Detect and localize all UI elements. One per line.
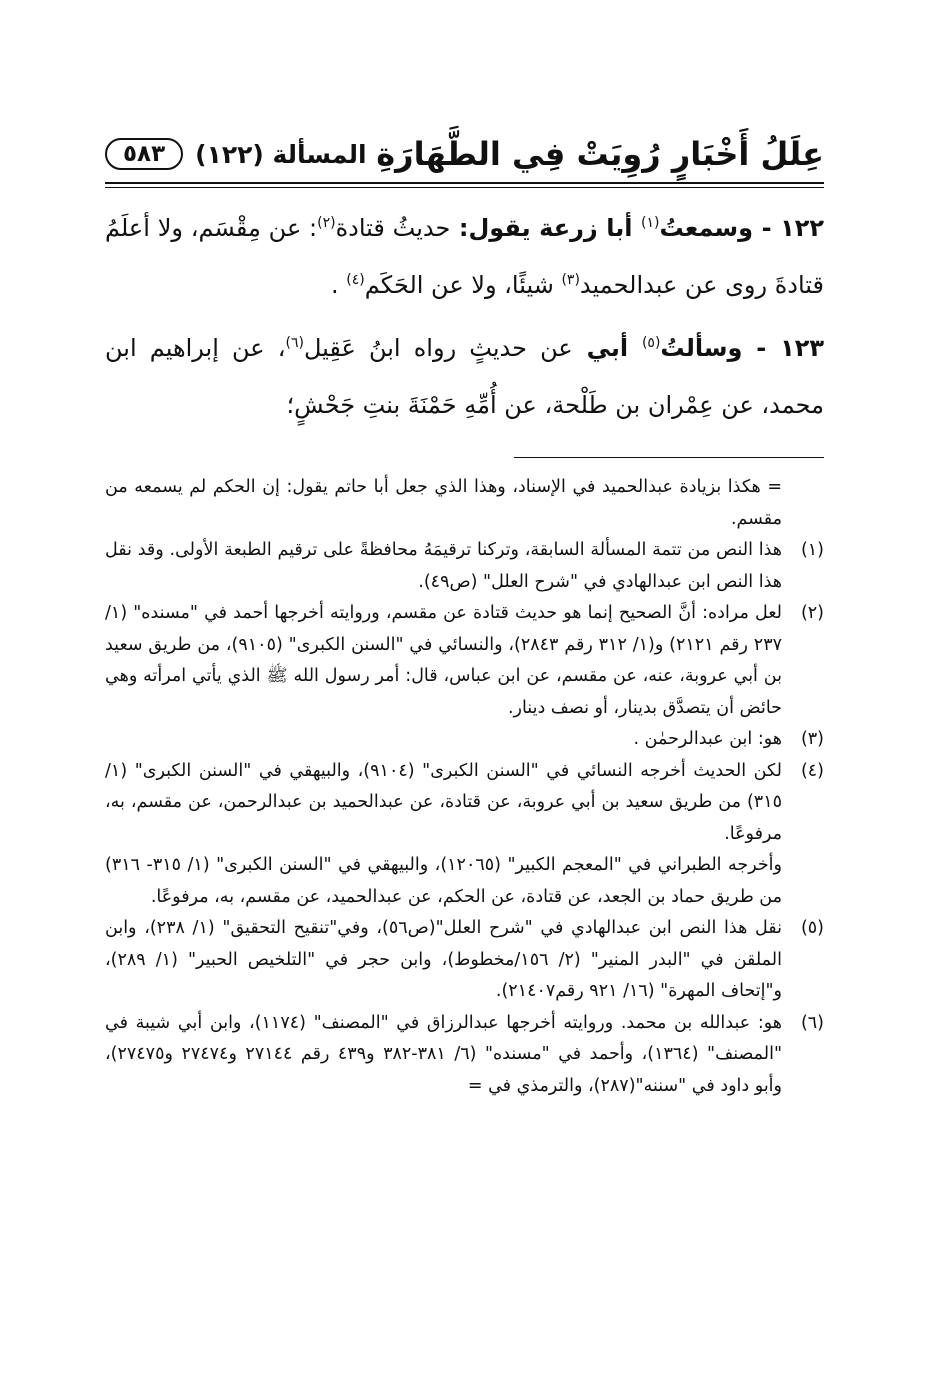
- footnote-text: لعل مراده: أنَّ الصحيح إنما هو حديث قتادة عن مقسم، وروايته أخرجها أحمد في "مسنده" (١/ ٢٣٧ رقم ٢١٢١) و(١/ ٣١٢ رقم ٢٨٤٣)، والنسائي في "السنن الكبرى" (٩١٠٥)، من طريق سعيد بن أبي عروبة، عنه، عن مقسم، عن ابن عباس، قال: أمر رسول الله ﷺ الذي يأتي امرأته وهي حائض أن يتصدَّق بدينار، أو نصف دينار.: [105, 603, 782, 718]
- issue-label: المسألة (١٢٢): [195, 139, 367, 169]
- footnote-ref-5[interactable]: (٥): [641, 335, 661, 351]
- footnote-number: (١): [800, 540, 824, 560]
- footnote-3: [105, 724, 824, 756]
- footnote-4: [105, 756, 824, 914]
- footnote-number: (٦): [800, 1012, 824, 1033]
- page-number-badge: ٥٨٣: [105, 138, 183, 170]
- footnote-text: هو: ابن عبدالرحمٰن .: [633, 729, 782, 749]
- footnote-number: (٥): [800, 918, 824, 938]
- entry-122-part4: .: [330, 271, 347, 299]
- footnotes: [105, 472, 824, 1102]
- footnote-1: [105, 535, 824, 598]
- header-rule: [105, 182, 824, 184]
- footnote-ref-2[interactable]: (٢): [317, 215, 336, 231]
- entry-122-part3: شيئًا، ولا عن الحَكَم: [364, 271, 562, 299]
- footnote-5: [105, 913, 824, 1008]
- main-text: [105, 200, 824, 434]
- footnote-ref-6[interactable]: (٦): [285, 335, 304, 351]
- book-title: عِلَلُ أَخْبَارٍ رُوِيَتْ فِي الطَّهَارَةِ: [376, 135, 824, 173]
- footnote-text: نقل هذا النص ابن عبدالهادي في "شرح العلل"(ص٥٦)، وفي"تنقيح التحقيق" (١/ ٢٣٨)، وابن الملقن في "البدر المنير" (٢/ ١٥٦/مخطوط)، وابن حجر في "التلخيص الحبير" (١/ ٢٨٩)، و"إتحاف المهرة" (١٦/ ٩٢١ رقم٢١٤٠٧).: [105, 918, 782, 1001]
- footnote-text: لكن الحديث أخرجه النسائي في "السنن الكبرى" (٩١٠٤)، والبيهقي في "السنن الكبرى" (١/ ٣١٥) من طريق سعيد بن أبي عروبة، عن قتادة، عن عبدالحميد بن عبدالرحمن، عن مقسم، به، مرفوعًا.: [105, 760, 782, 844]
- footnote-number: (٣): [800, 729, 824, 749]
- footnote-ref-1[interactable]: (١): [641, 215, 660, 231]
- header-rule-thin: [105, 187, 824, 188]
- entry-122-part2: : عن مِقْسَم، ولا أعلَمُ قتادةَ روى عن عبدالحميد: [105, 214, 824, 299]
- entry-122-lead: ١٢٢ - وسمعتُ: [659, 214, 825, 242]
- entry-123-part2: ، عن إبراهيم ابن محمد، عن عِمْران بن طَلْحة، عن أُمِّهِ حَمْنَةَ بنتِ جَحْشٍ؛: [105, 334, 824, 419]
- running-header: [105, 128, 824, 180]
- entry-122-text: [105, 200, 824, 314]
- footnote-2: [105, 598, 824, 724]
- header-meta: [105, 138, 367, 170]
- entry-123-text: [105, 320, 824, 434]
- entry-123-speaker: أبي: [572, 334, 642, 362]
- entry-122-speaker: أبا زرعة يقول:: [450, 214, 642, 242]
- entry-123-lead: ١٢٣ - وسألتُ: [660, 334, 825, 362]
- footnote-text: هو: عبدالله بن محمد. وروايته أخرجها عبدالرزاق في "المصنف" (١١٧٤)، وابن أبي شيبة في "المصنف" (١٣٦٤)، وأحمد في "مسنده" (٦/ ٣٨١-٣٨٢ و٤٣٩ رقم ٢٧١٤٤ و٢٧٤٧٤ و٢٧٤٧٥)، وأبو داود في "سننه"(٢٨٧)، والترمذي في =: [105, 1012, 783, 1096]
- entry-122: [105, 200, 824, 314]
- footnote-number: (٤): [800, 760, 824, 781]
- footnote-text-extra: وأخرجه الطبراني في "المعجم الكبير" (١٢٠٦٥)، والبيهقي في "السنن الكبرى" (١/ ٣١٥- ٣١٦) من طريق حماد بن الجعد، عن قتادة، عن الحكم، عن عبدالحميد، عن مقسم، به، مرفوعًا.: [105, 855, 782, 907]
- footnote-separator: [514, 457, 824, 458]
- entry-123-part1: عن حديثٍ رواه ابنُ عَقِيل: [303, 334, 573, 362]
- footnote-text: هذا النص من تتمة المسألة السابقة، وتركنا ترقيمَهُ محافظةً على ترقيم الطبعة الأولى. وقد نقل هذا النص ابن عبدالهادي في "شرح العلل" (ص٤٩).: [105, 540, 782, 592]
- footnote-number: (٢): [800, 603, 824, 623]
- entry-123: [105, 320, 824, 434]
- footnote-ref-3[interactable]: (٣): [561, 272, 580, 288]
- footnote-6: [105, 1008, 824, 1103]
- entry-122-part1: حديثُ قتادة: [335, 214, 451, 242]
- footnote-ref-4[interactable]: (٤): [346, 272, 365, 288]
- footnote-continuation: = هكذا بزيادة عبدالحميد في الإسناد، وهذا الذي جعل أبا حاتم يقول: إن الحكم لم يسمعه من مقسم.: [105, 477, 782, 529]
